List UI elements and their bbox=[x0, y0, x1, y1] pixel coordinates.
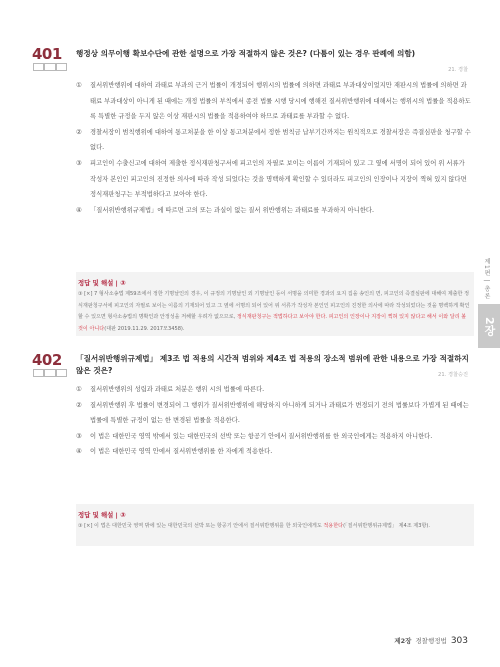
question-title: 「질서위반행위규제법」 제3조 법 적용의 시간적 범위와 제4조 법 적용의 장소적 범위에 관한 내용으로 가장 적절하지 않은 것은? bbox=[76, 354, 469, 375]
option-4: ④ 「질서위반행위규제법」에 따르면 고의 또는 과실이 없는 질서 위반행위는 과태료를 부과하지 아니한다. bbox=[76, 206, 375, 214]
question-number: 401 bbox=[32, 45, 62, 63]
chapter-side-tab bbox=[478, 248, 500, 348]
option-list bbox=[76, 78, 472, 218]
chapter-label: 2장 bbox=[478, 304, 500, 348]
option-list bbox=[76, 382, 472, 460]
option-3: ③ 이 법은 대한민국 영역 밖에서 있는 대한민국의 선박 또는 항공기 안에서 질서위반행위를 한 외국인에게는 적용하지 아니한다. bbox=[76, 432, 433, 440]
answer-highlight: 정식재판청구는 적법하다고 보아야 한다. 피고인의 인장이나 지장이 찍혀 있지 않다고 해서 이와 달리 볼 것이 아니다 bbox=[78, 314, 467, 332]
answer-box bbox=[76, 504, 474, 546]
question-source: 21. 경찰승진 bbox=[438, 372, 468, 378]
page-number: 303 bbox=[450, 636, 468, 646]
answer-box bbox=[76, 272, 474, 336]
answer-title: 정답 및 해설 | ③ bbox=[78, 511, 126, 519]
check-boxes bbox=[33, 369, 67, 377]
option-2: ② 질서위반행위 후 법률이 변경되어 그 행위가 질서위반행위에 해당하지 아니하게 되거나 과태료가 변경되기 전의 법률보다 가볍게 된 때에는 법률에 특별한 규정이 없는 한 변경된 법률을 적용한다. bbox=[76, 401, 469, 425]
question-number: 402 bbox=[32, 351, 62, 369]
answer-explanation: ③ [×] 이 법은 대한민국 영역 밖에 있는 대한민국의 선박 또는 항공기 안에서 질서위반행위를 한 외국인에게도 적용한다(「질서위반행위규제법」 제4조 제3항). bbox=[78, 523, 430, 529]
option-1: ① 질서위반행위의 성립과 과태료 처분은 행위 시의 법률에 따른다. bbox=[76, 386, 265, 393]
option-2: ② 경찰서장이 범칙행위에 대하여 통고처분을 한 이상 통고처분에서 정한 범칙금 납부기간까지는 원칙적으로 경찰서장은 즉결심판을 청구할 수 없다. bbox=[76, 128, 471, 152]
option-3: ③ 피고인이 수출신고에 대하여 제출한 정식재판청구서에 피고인의 자필로 보이는 이름이 기재되어 있고 그 옆에 서명이 되어 있어 위 서류가 작성자 본인인 피고인의 진정한 의사에 따라 작성 되었다는 것을 명백하게 확인할 수 있더라도 피고인의 인장이나 지장이 찍혀 있지 않다면 정식재판청구는 부적법하다고 보아야 한다. bbox=[76, 159, 467, 199]
option-4: ④ 이 법은 대한민국 영역 안에서 질서위반행위를 한 자에게 적용한다. bbox=[76, 448, 273, 456]
question-source: 21. 경찰 bbox=[448, 67, 468, 73]
footer-book: 경찰행정법 bbox=[415, 637, 447, 645]
check-boxes bbox=[33, 63, 67, 71]
option-1: ① 질서위반행위에 대하여 과태료 부과의 근거 법률이 개정되어 행위시의 법률에 의하면 과태료 부과대상이었지만 재판시의 법률에 의하면 과태료 부과대상이 아니게 된 때에는 개정 법률의 부칙에서 종전 법률 시행 당시에 행해진 질서위반행위에 대해서는 행위시의 법률을 적용하도록 특별한 규정을 두지 않은 이상 재판시의 법률을 적용하여야 하므로 과태료를 부과할 수 없다. bbox=[76, 82, 471, 121]
answer-explanation: ③ [×] 7 형사소송법 제59조에서 정한 기명날인의 경우, 이 규정의 기명날인 외 기명날인 등이 서명을 의미한 경과의 요지 집을 송인의 면, 피고인의 즉결심판에 대해여 제출한 정식재판청구서에 피고인의 자필로 보이는 이름의 기재되어 있고 그 옆에 서명의 되어 있어 위 서류가 작성자 본인인 피고인의 진정한 의사에 따라 작성되었다는 것을 명백하게 확인할 수 있으면 형사소송법의 명확인과 안정성을 저해할 우려가 없으므로, 정식재판청구는 적법하다고 보아야 한다. 피고인의 인장이나 지장이 찍혀 있지 않다고 해서 이와 달리 볼 것이 아니다(대판 2019.11.29. 2017모3458). bbox=[78, 291, 470, 332]
footer-chapter: 제2장 bbox=[394, 637, 412, 645]
answer-title: 정답 및 해설 | ③ bbox=[78, 279, 126, 287]
question-title: 행정상 의무이행 확보수단에 관한 설명으로 가장 적절하지 않은 것은? (다툼이 있는 경우 판례에 의함) bbox=[76, 49, 416, 58]
part-label: 제1편 | 총론 bbox=[483, 258, 490, 300]
page-footer bbox=[394, 636, 468, 646]
answer-highlight: 적용한다 bbox=[323, 523, 344, 529]
